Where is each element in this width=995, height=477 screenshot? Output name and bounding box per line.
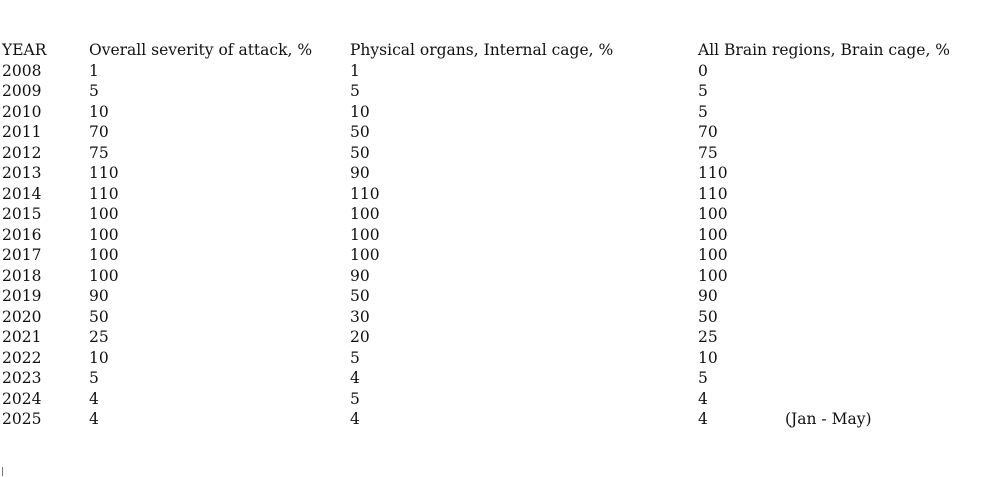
- cell-brain-regions: 90: [698, 287, 718, 305]
- cell-physical-organs: 1: [350, 61, 360, 80]
- table-row: [2, 409, 992, 430]
- cell-year: 2012: [2, 143, 42, 162]
- cell-year: 2008: [2, 61, 42, 80]
- cell-year: 2016: [2, 225, 42, 244]
- cell-brain-regions: 100: [698, 205, 728, 223]
- cell-physical-organs: 50: [350, 143, 370, 162]
- table-row: [2, 327, 992, 348]
- table-row: [2, 307, 992, 328]
- cell-overall-severity: 4: [89, 410, 99, 428]
- cell-physical-organs: 4: [350, 369, 360, 387]
- cell-overall-severity: 5: [89, 82, 99, 100]
- cell-year: 2020: [2, 307, 42, 326]
- table-row: [2, 122, 992, 143]
- cell-brain-regions: 100: [698, 266, 728, 285]
- cell-year: 2023: [2, 369, 42, 387]
- cell-overall-severity: 90: [89, 287, 109, 305]
- table-row: [2, 143, 992, 164]
- cell-brain-regions: 5: [698, 102, 708, 121]
- table-header-row: [2, 40, 992, 61]
- cell-physical-organs: 4: [350, 410, 360, 428]
- cell-year: 2009: [2, 82, 42, 100]
- header-physical-organs: Physical organs, Internal cage, %: [350, 41, 614, 59]
- cell-brain-regions: 100: [698, 225, 728, 244]
- cell-brain-regions: 110: [698, 164, 728, 182]
- table-row: [2, 368, 992, 389]
- table-row: [2, 61, 992, 82]
- cell-brain-regions: 5: [698, 82, 708, 100]
- table-row: [2, 389, 992, 410]
- cell-year: 2015: [2, 205, 42, 223]
- table-row: [2, 163, 992, 184]
- cell-brain-regions: 100: [698, 246, 728, 264]
- cell-overall-severity: 1: [89, 61, 99, 80]
- cell-physical-organs: 90: [350, 266, 370, 285]
- cell-overall-severity: 25: [89, 328, 109, 346]
- header-year: YEAR: [2, 41, 47, 59]
- cell-year: 2021: [2, 328, 42, 346]
- cell-overall-severity: 75: [89, 143, 109, 162]
- cell-year: 2011: [2, 123, 42, 141]
- cell-year: 2010: [2, 102, 42, 121]
- cell-year: 2014: [2, 184, 42, 203]
- cell-note: (Jan - May): [785, 410, 872, 428]
- table-row: [2, 286, 992, 307]
- table-row: [2, 245, 992, 266]
- cell-physical-organs: 50: [350, 123, 370, 141]
- cell-overall-severity: 100: [89, 205, 119, 223]
- cell-brain-regions: 25: [698, 328, 718, 346]
- cell-year: 2019: [2, 287, 42, 305]
- header-brain-regions: All Brain regions, Brain cage, %: [698, 41, 951, 59]
- table-row: [2, 204, 992, 225]
- cell-physical-organs: 100: [350, 225, 380, 244]
- cell-overall-severity: 10: [89, 102, 109, 121]
- cell-physical-organs: 30: [350, 307, 370, 326]
- cell-physical-organs: 10: [350, 102, 370, 121]
- table-row: [2, 184, 992, 205]
- data-table: [2, 40, 992, 430]
- table-body: [2, 61, 992, 430]
- cell-physical-organs: 5: [350, 389, 360, 408]
- cell-brain-regions: 4: [698, 389, 708, 408]
- cell-overall-severity: 4: [89, 389, 99, 408]
- header-overall-severity: Overall severity of attack, %: [89, 41, 313, 59]
- cell-overall-severity: 110: [89, 184, 119, 203]
- cell-physical-organs: 5: [350, 348, 360, 367]
- cell-year: 2024: [2, 389, 42, 408]
- text-cursor-mark: [2, 467, 3, 476]
- cell-physical-organs: 20: [350, 328, 370, 346]
- cell-year: 2022: [2, 348, 42, 367]
- cell-brain-regions: 50: [698, 307, 718, 326]
- table-row: [2, 225, 992, 246]
- cell-brain-regions: 4: [698, 410, 708, 428]
- cell-overall-severity: 50: [89, 307, 109, 326]
- cell-year: 2017: [2, 246, 42, 264]
- cell-physical-organs: 110: [350, 184, 380, 203]
- cell-brain-regions: 75: [698, 143, 718, 162]
- cell-brain-regions: 70: [698, 123, 718, 141]
- cell-brain-regions: 10: [698, 348, 718, 367]
- table-row: [2, 266, 992, 287]
- cell-overall-severity: 100: [89, 246, 119, 264]
- cell-brain-regions: 5: [698, 369, 708, 387]
- cell-overall-severity: 10: [89, 348, 109, 367]
- table-row: [2, 348, 992, 369]
- cell-physical-organs: 100: [350, 246, 380, 264]
- cell-brain-regions: 0: [698, 61, 708, 80]
- cell-overall-severity: 70: [89, 123, 109, 141]
- table-row: [2, 81, 992, 102]
- cell-year: 2025: [2, 410, 42, 428]
- cell-overall-severity: 100: [89, 225, 119, 244]
- cell-physical-organs: 100: [350, 205, 380, 223]
- cell-physical-organs: 90: [350, 164, 370, 182]
- cell-physical-organs: 50: [350, 287, 370, 305]
- cell-overall-severity: 100: [89, 266, 119, 285]
- cell-year: 2018: [2, 266, 42, 285]
- cell-year: 2013: [2, 164, 42, 182]
- table-row: [2, 102, 992, 123]
- cell-overall-severity: 110: [89, 164, 119, 182]
- cell-brain-regions: 110: [698, 184, 728, 203]
- cell-physical-organs: 5: [350, 82, 360, 100]
- cell-overall-severity: 5: [89, 369, 99, 387]
